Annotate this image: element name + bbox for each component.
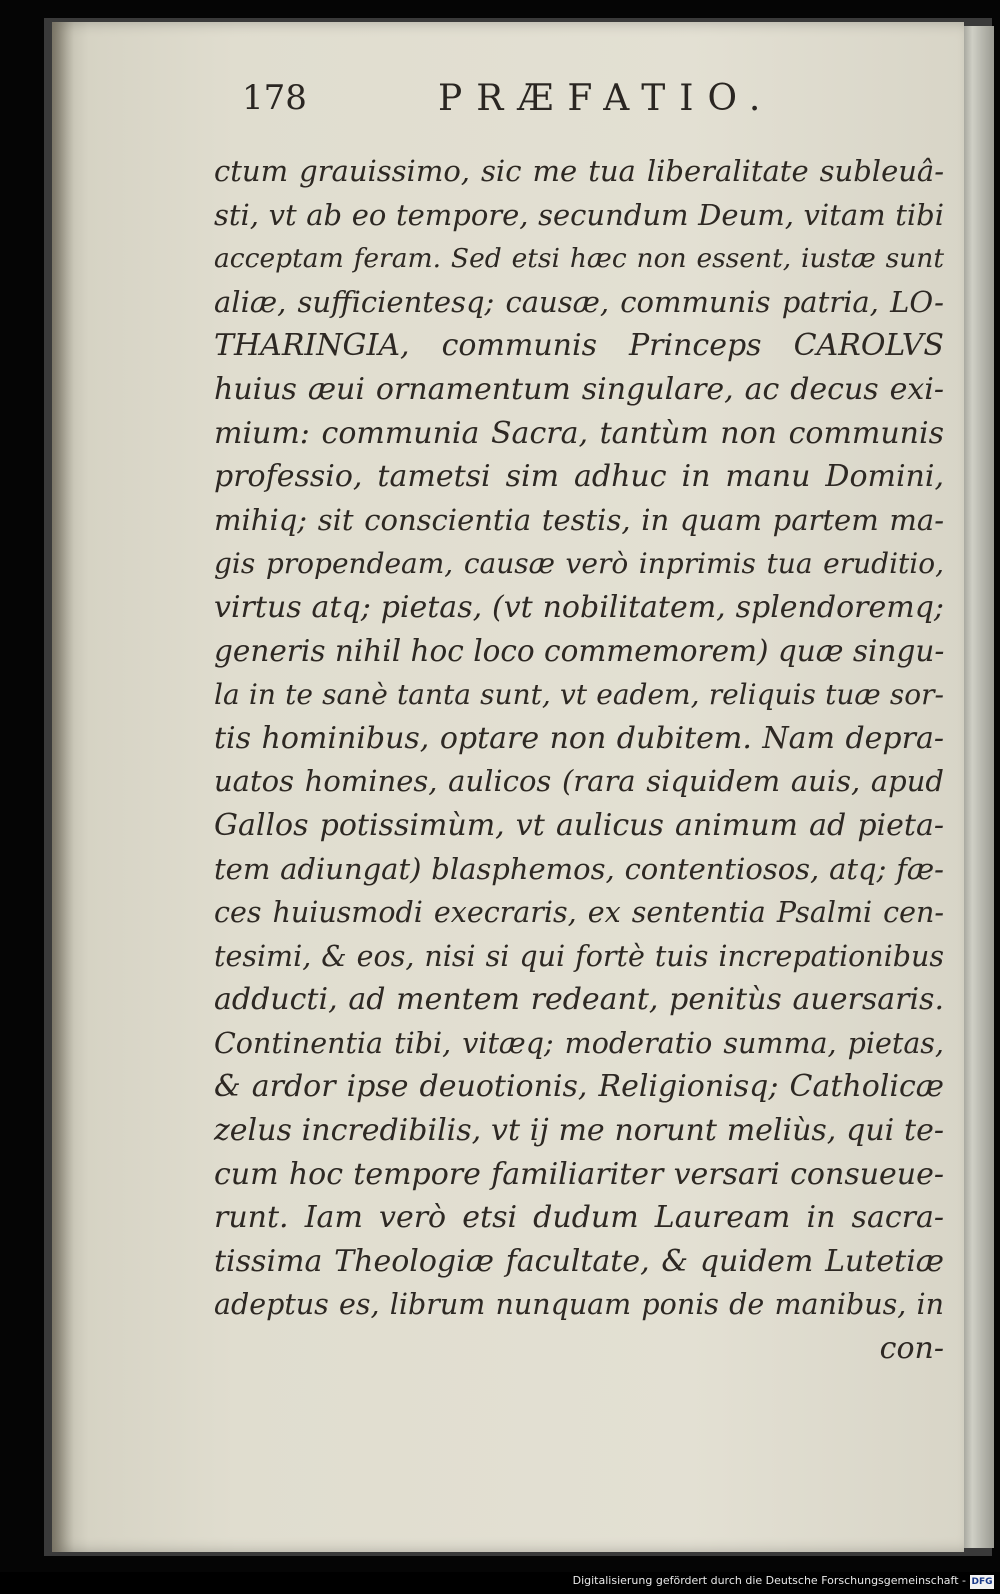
text-line: tis hominibus, optare non dubitem. Nam depra-	[214, 720, 944, 756]
text-line: tissima Theologiæ facultate, & quidem Lutetiæ	[214, 1243, 944, 1279]
text-line: generis nihil hoc loco commemorem) quæ singu-	[214, 633, 945, 668]
text-line: tem adiungat) blasphemos, contentiosos, atq; fæ-	[214, 851, 944, 886]
text-line: aliæ, sufficientesq; causæ, communis patria, LO-	[214, 284, 944, 319]
text-line: zelus incredibilis, vt ij me norunt meliùs, qui te-	[214, 1113, 944, 1149]
text-line: mihiq; sit conscientia testis, in quam partem ma-	[214, 502, 944, 537]
text-line: la in te sanè tanta sunt, vt eadem, reliquis tuæ sor-	[214, 678, 944, 712]
text-line: professio, tametsi sim adhuc in manu Domini,	[214, 459, 944, 495]
text-line: tesimi, & eos, nisi si qui fortè tuis increpationibus	[214, 939, 944, 973]
dfg-logo: DFG	[971, 1577, 993, 1587]
text-line: adducti, ad mentem redeant, penitùs auersaris.	[214, 982, 944, 1018]
text-line: runt. Iam verò etsi dudum Lauream in sacra-	[214, 1200, 944, 1236]
page-number: 178	[242, 78, 307, 118]
text-line: Continentia tibi, vitæq; moderatio summa, pietas,	[214, 1026, 944, 1060]
text-line: adeptus es, librum nunquam ponis de manibus, in	[214, 1288, 944, 1322]
body-text	[214, 150, 944, 1371]
text-line: cum hoc tempore familiariter versari consueue-	[214, 1156, 944, 1192]
digitization-note: Digitalisierung gefördert durch die Deutsche Forschungsgemeinschaft -	[572, 1574, 966, 1587]
text-line: huius æui ornamentum singulare, ac decus exi-	[214, 371, 944, 407]
text-line: ces huiusmodi execraris, ex sententia Psalmi cen-	[214, 896, 944, 930]
catchword: con-	[879, 1331, 944, 1367]
text-line: gis propendeam, causæ verò inprimis tua eruditio,	[214, 547, 944, 581]
text-line: THARINGIA, communis Princeps CAROLVS	[214, 328, 944, 364]
running-head: PRÆFATIO.	[438, 78, 775, 119]
page-header	[242, 78, 942, 138]
text-line: acceptam feram. Sed etsi hæc non essent, iustæ sunt	[214, 243, 944, 275]
text-line: & ardor ipse deuotionis, Religionisq; Catholicæ	[214, 1069, 944, 1105]
text-line: ctum grauissimo, sic me tua liberalitate subleuâ-	[214, 154, 944, 188]
page-gutter-shadow	[52, 22, 74, 1552]
text-line: uatos homines, aulicos (rara siquidem auis, apud	[214, 764, 944, 799]
digitization-footer	[0, 1572, 1000, 1594]
text-line: mium: communia Sacra, tantùm non communis	[214, 415, 944, 451]
text-line: Gallos potissimùm, vt aulicus animum ad pieta-	[214, 807, 944, 843]
text-line: sti, vt ab eo tempore, secundum Deum, vitam tibi	[214, 197, 944, 232]
text-line: virtus atq; pietas, (vt nobilitatem, splendoremq;	[214, 589, 944, 625]
